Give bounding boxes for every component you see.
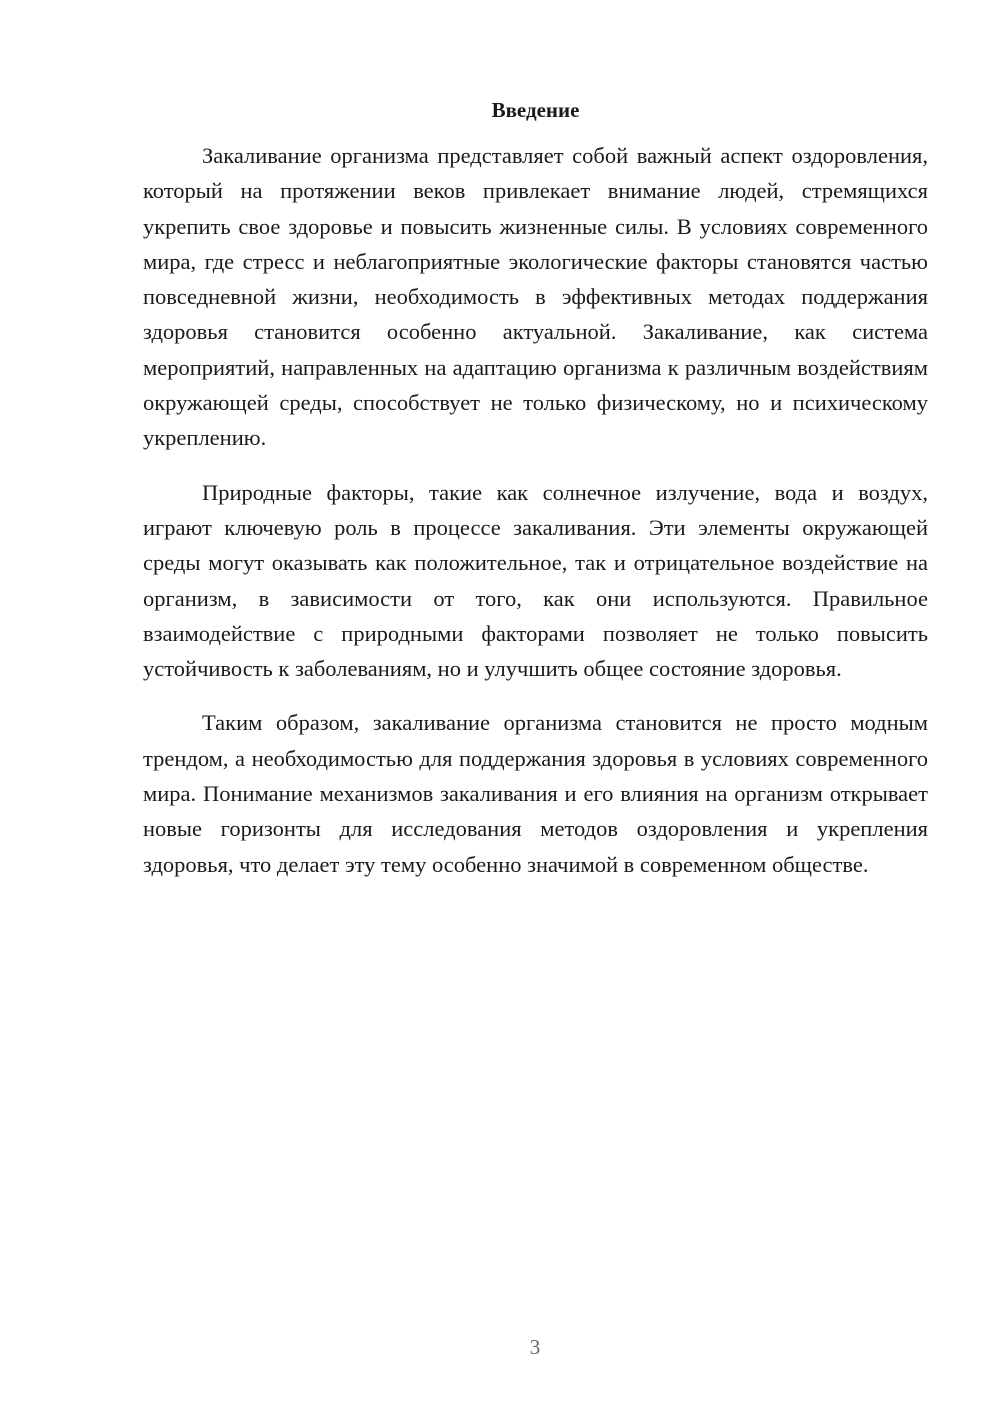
page-number: 3 [529,1335,541,1359]
section-title: Введение [491,98,580,122]
paragraph-1: Закаливание организма представляет собой важный аспект оздоровления, который на протяжении веков привлекает внимание людей, стремящихся укрепить свое здоровье и повысить жизненные силы. В условиях современного мира, где стресс и неблагоприятные экологические факторы становятся частью повседневной жизни, необходимость в эффективных методах поддержания здоровья становится особенно актуальной. Закаливание, как система мероприятий, направленных на адаптацию организма к различным воздействиям окружающей среды, способствует не только физическому, но и психическому укреплению. [143,143,928,451]
document-body [143,96,928,901]
paragraph-3: Таким образом, закаливание организма становится не просто модным трендом, а необходимостью для поддержания здоровья в условиях современного мира. Понимание механизмов закаливания и его влияния на организм открывает новые горизонты для исследования методов оздоровления и укрепления здоровья, что делает эту тему особенно значимой в современном обществе. [143,710,928,877]
paragraph-2: Природные факторы, такие как солнечное излучение, вода и воздух, играют ключевую роль в процессе закаливания. Эти элементы окружающей среды могут оказывать как положительное, так и отрицательное воздействие на организм, в зависимости от того, как они используются. Правильное взаимодействие с природными факторами позволяет не только повысить устойчивость к заболеваниям, но и улучшить общее состояние здоровья. [143,479,928,682]
